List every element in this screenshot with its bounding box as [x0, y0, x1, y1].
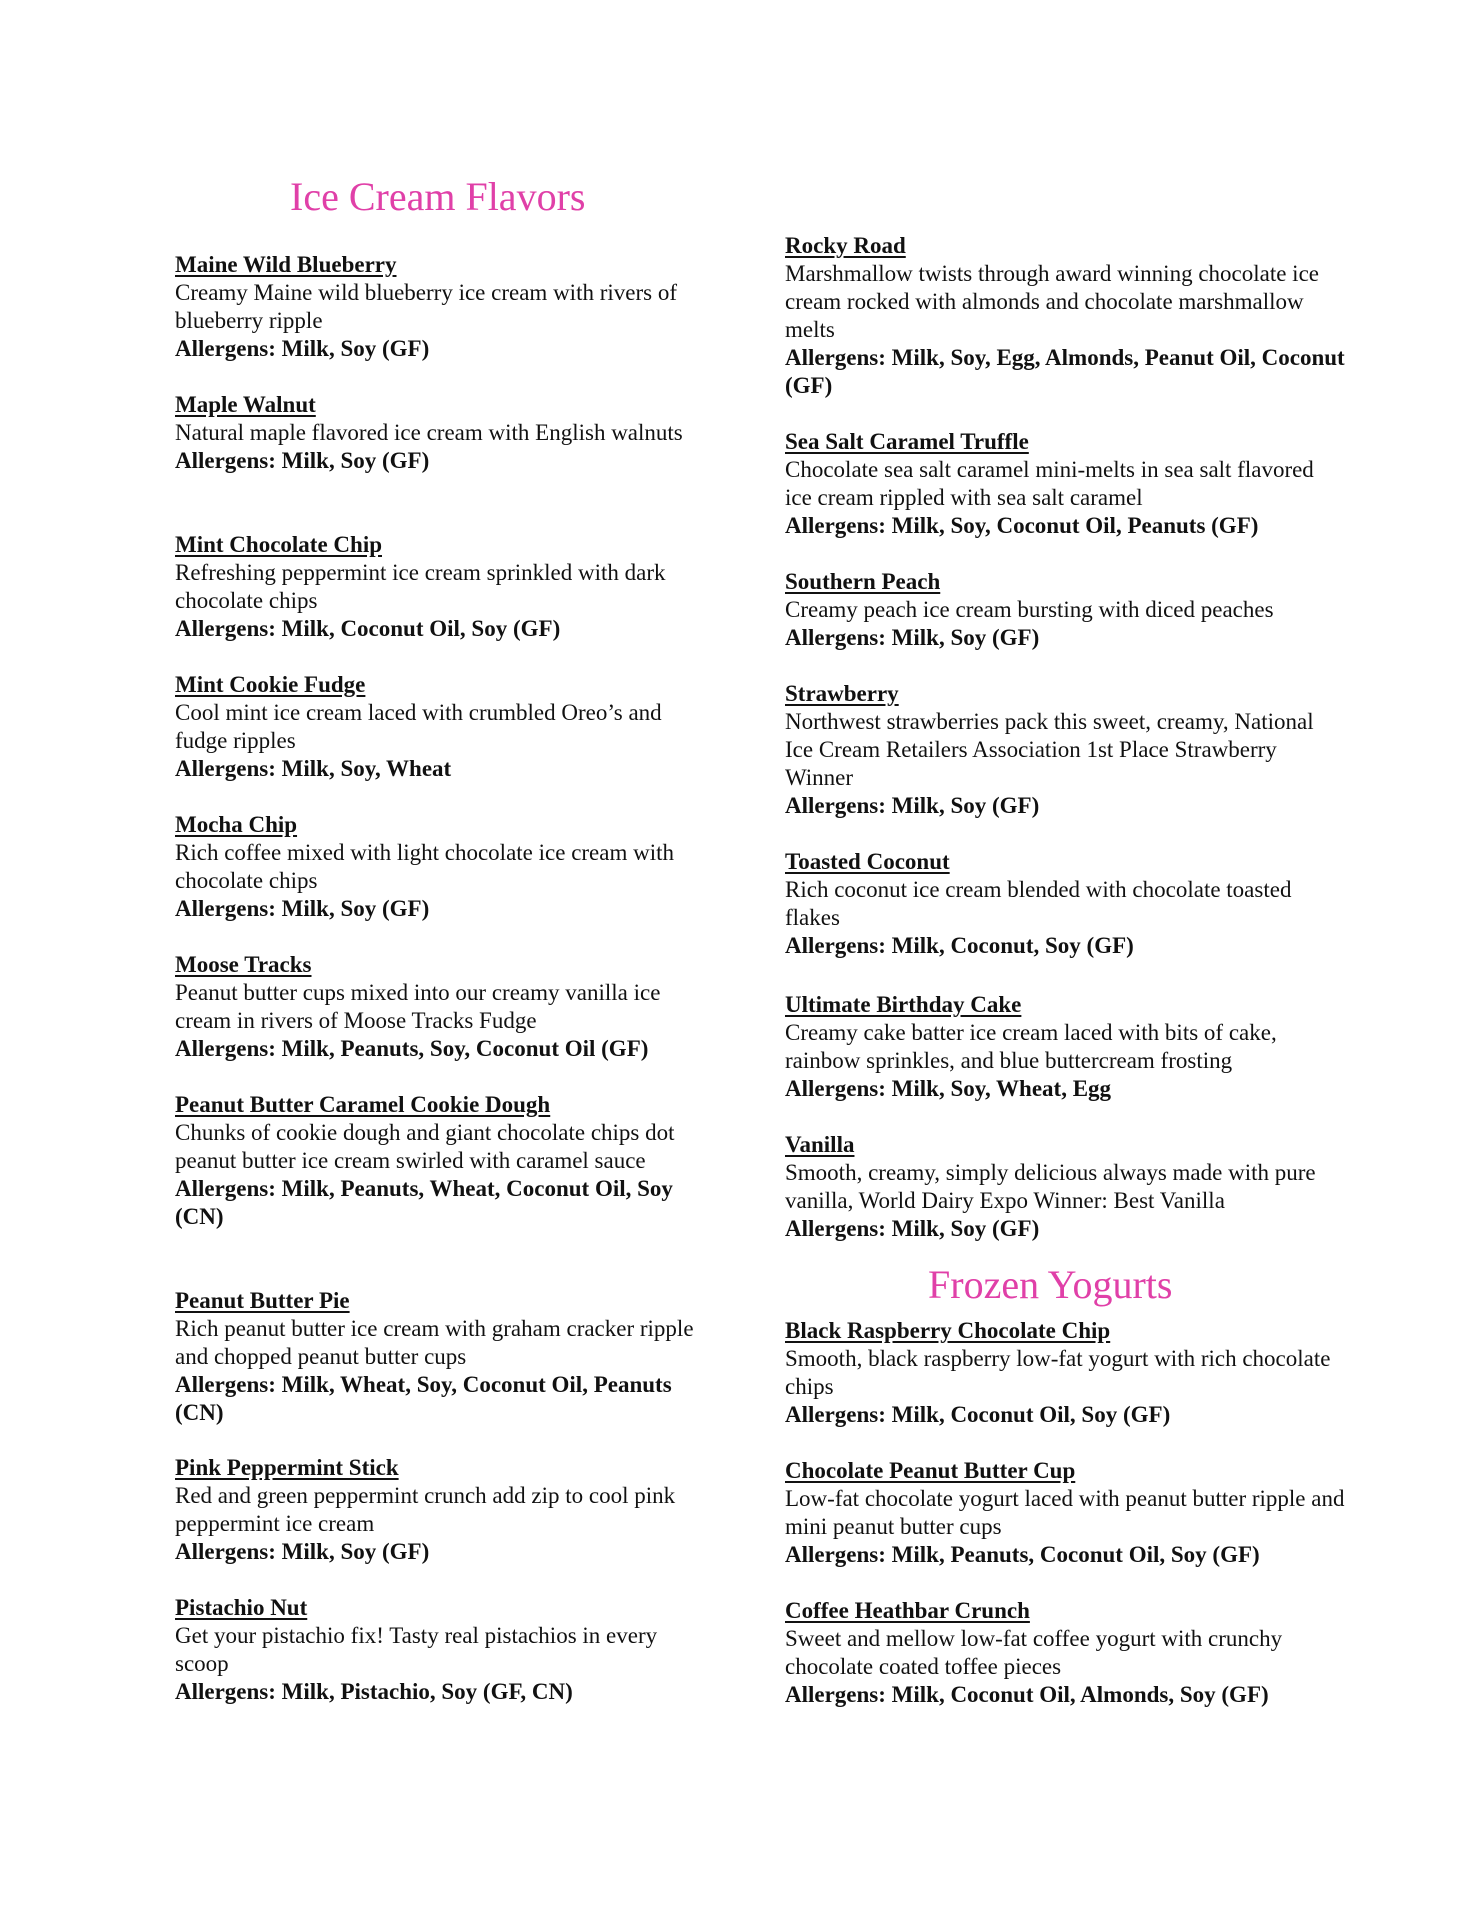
yogurt-allergens: Allergens: Milk, Coconut Oil, Almonds, Soy (GF) — [785, 1682, 1269, 1707]
flavor-name: Pink Peppermint Stick — [175, 1455, 399, 1480]
flavor-item — [175, 811, 715, 923]
flavor-allergens: Allergens: Milk, Soy, Egg, Almonds, Peanut Oil, Coconut (GF) — [785, 345, 1345, 398]
frozen-yogurt-section-title: Frozen Yogurts — [928, 1262, 1173, 1307]
flavor-description: Red and green peppermint crunch add zip to cool pink peppermint ice cream — [175, 1483, 676, 1536]
flavor-description: Rich coffee mixed with light chocolate ice cream with chocolate chips — [175, 840, 675, 893]
yogurt-description: Low-fat chocolate yogurt laced with peanut butter ripple and mini peanut butter cups — [785, 1486, 1345, 1539]
flavor-name: Peanut Butter Pie — [175, 1288, 350, 1313]
flavor-allergens: Allergens: Milk, Soy (GF) — [175, 448, 430, 473]
flavor-allergens: Allergens: Milk, Soy (GF) — [785, 793, 1040, 818]
yogurt-item — [785, 1597, 1345, 1709]
flavor-item — [175, 1091, 715, 1231]
flavor-description: Creamy peach ice cream bursting with diced peaches — [785, 597, 1274, 622]
yogurt-allergens: Allergens: Milk, Coconut Oil, Soy (GF) — [785, 1402, 1171, 1427]
flavor-allergens: Allergens: Milk, Coconut Oil, Soy (GF) — [175, 616, 561, 641]
yogurt-name: Black Raspberry Chocolate Chip — [785, 1318, 1111, 1343]
flavor-name: Mint Chocolate Chip — [175, 532, 382, 557]
flavor-description: Get your pistachio fix! Tasty real pistachios in every scoop — [175, 1623, 658, 1676]
flavor-description: Chunks of cookie dough and giant chocolate chips dot peanut butter ice cream swirled with caramel sauce — [175, 1120, 675, 1173]
flavor-item — [785, 848, 1345, 960]
flavor-item — [175, 951, 715, 1063]
flavor-name: Strawberry — [785, 681, 899, 706]
flavor-item — [785, 568, 1345, 652]
flavor-item — [785, 428, 1345, 540]
flavor-allergens: Allergens: Milk, Soy (GF) — [175, 1539, 430, 1564]
flavor-allergens: Allergens: Milk, Soy (GF) — [175, 896, 430, 921]
yogurt-description: Smooth, black raspberry low-fat yogurt with rich chocolate chips — [785, 1346, 1331, 1399]
flavor-item — [785, 232, 1345, 400]
flavor-item — [175, 1594, 715, 1706]
flavor-description: Smooth, creamy, simply delicious always made with pure vanilla, World Dairy Expo Winner: Best Vanilla — [785, 1160, 1316, 1213]
flavor-item — [785, 1131, 1345, 1243]
flavor-description: Cool mint ice cream laced with crumbled Oreo’s and fudge ripples — [175, 700, 662, 753]
flavor-name: Ultimate Birthday Cake — [785, 992, 1022, 1017]
flavor-name: Mocha Chip — [175, 812, 298, 837]
flavor-allergens: Allergens: Milk, Pistachio, Soy (GF, CN) — [175, 1679, 573, 1704]
flavor-description: Creamy Maine wild blueberry ice cream with rivers of blueberry ripple — [175, 280, 677, 333]
yogurt-name: Coffee Heathbar Crunch — [785, 1598, 1030, 1623]
flavor-name: Mint Cookie Fudge — [175, 672, 366, 697]
flavor-allergens: Allergens: Milk, Soy (GF) — [175, 336, 430, 361]
flavor-description: Rich peanut butter ice cream with graham cracker ripple and chopped peanut butter cups — [175, 1316, 694, 1369]
flavor-description: Northwest strawberries pack this sweet, creamy, National Ice Cream Retailers Association 1st Place Strawberry Winner — [785, 709, 1314, 790]
flavor-name: Rocky Road — [785, 233, 906, 258]
flavor-allergens: Allergens: Milk, Peanuts, Wheat, Coconut Oil, Soy (CN) — [175, 1176, 673, 1229]
flavor-item — [785, 680, 1345, 820]
flavor-allergens: Allergens: Milk, Soy, Coconut Oil, Peanuts (GF) — [785, 513, 1259, 538]
flavor-item — [175, 531, 715, 643]
flavor-description: Natural maple flavored ice cream with English walnuts — [175, 420, 683, 445]
flavor-item — [175, 391, 715, 475]
flavor-allergens: Allergens: Milk, Wheat, Soy, Coconut Oil, Peanuts (CN) — [175, 1372, 672, 1425]
yogurt-item — [785, 1457, 1345, 1569]
flavor-description: Rich coconut ice cream blended with chocolate toasted flakes — [785, 877, 1292, 930]
flavor-description: Peanut butter cups mixed into our creamy vanilla ice cream in rivers of Moose Tracks Fudge — [175, 980, 661, 1033]
flavor-name: Moose Tracks — [175, 952, 312, 977]
yogurt-description: Sweet and mellow low-fat coffee yogurt with crunchy chocolate coated toffee pieces — [785, 1626, 1283, 1679]
flavor-description: Chocolate sea salt caramel mini-melts in sea salt flavored ice cream rippled with sea salt caramel — [785, 457, 1314, 510]
flavor-item — [175, 1287, 715, 1427]
flavor-item — [175, 1454, 715, 1566]
flavor-name: Sea Salt Caramel Truffle — [785, 429, 1029, 454]
ice-cream-section-title: Ice Cream Flavors — [290, 174, 586, 219]
yogurt-name: Chocolate Peanut Butter Cup — [785, 1458, 1076, 1483]
flavor-name: Maine Wild Blueberry — [175, 252, 397, 277]
flavor-item — [785, 991, 1345, 1103]
flavor-allergens: Allergens: Milk, Coconut, Soy (GF) — [785, 933, 1134, 958]
yogurt-allergens: Allergens: Milk, Peanuts, Coconut Oil, Soy (GF) — [785, 1542, 1260, 1567]
flavor-name: Peanut Butter Caramel Cookie Dough — [175, 1092, 551, 1117]
flavor-description: Creamy cake batter ice cream laced with bits of cake, rainbow sprinkles, and blue buttercream frosting — [785, 1020, 1277, 1073]
flavor-item — [175, 671, 715, 783]
yogurt-item — [785, 1317, 1345, 1429]
flavor-name: Maple Walnut — [175, 392, 316, 417]
flavor-allergens: Allergens: Milk, Peanuts, Soy, Coconut Oil (GF) — [175, 1036, 649, 1061]
flavor-name: Southern Peach — [785, 569, 941, 594]
flavor-description: Marshmallow twists through award winning chocolate ice cream rocked with almonds and chocolate marshmallow melts — [785, 261, 1319, 342]
flavor-name: Toasted Coconut — [785, 849, 950, 874]
flavor-description: Refreshing peppermint ice cream sprinkled with dark chocolate chips — [175, 560, 666, 613]
flavor-item — [175, 251, 715, 363]
flavor-allergens: Allergens: Milk, Soy (GF) — [785, 625, 1040, 650]
flavor-allergens: Allergens: Milk, Soy, Wheat — [175, 756, 452, 781]
flavor-allergens: Allergens: Milk, Soy (GF) — [785, 1216, 1040, 1241]
flavor-allergens: Allergens: Milk, Soy, Wheat, Egg — [785, 1076, 1112, 1101]
flavor-name: Vanilla — [785, 1132, 855, 1157]
flavor-name: Pistachio Nut — [175, 1595, 308, 1620]
